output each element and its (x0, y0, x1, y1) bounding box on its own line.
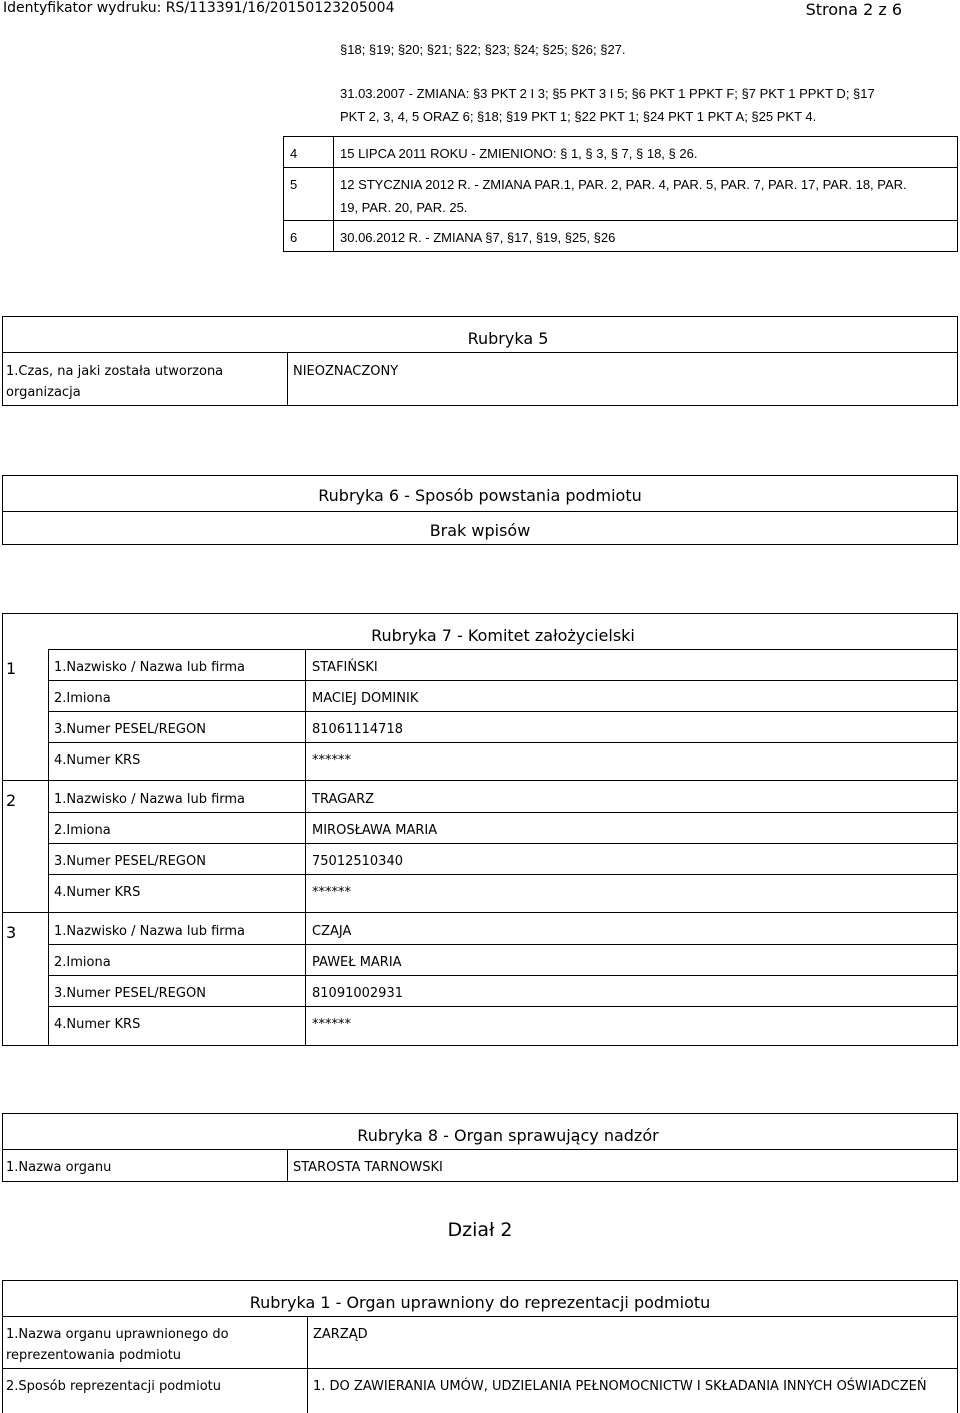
changes-table-top (283, 136, 958, 137)
change-row-text: 30.06.2012 R. - ZMIANA §7, §17, §19, §25, §26 (340, 230, 616, 245)
changes-table-col-sep (333, 136, 334, 252)
row-sep (48, 944, 958, 945)
change-entry-3-line2: PKT 2, 3, 4, 5 ORAZ 6; §18; §19 PKT 1; §22 PKT 1; §24 PKT 1 PKT A; §25 PKT 4. (340, 109, 817, 124)
rubryka7-title-sep (48, 649, 958, 650)
rubryka5-label-line2: organizacja (6, 385, 81, 400)
rubryka6-title-sep (2, 511, 958, 512)
row-sep (48, 975, 958, 976)
row-sep (48, 843, 958, 844)
page-number: Strona 2 z 6 (805, 0, 902, 19)
dzial2-heading: Dział 2 (447, 1219, 513, 1241)
rubryka8-frame (2, 1113, 958, 1182)
member-krs: ****** (312, 1017, 351, 1032)
row-sep (48, 680, 958, 681)
member-first-names: MIROSŁAWA MARIA (312, 823, 438, 838)
print-identifier: Identyfikator wydruku: RS/113391/16/20150123205004 (3, 0, 395, 16)
changes-table-row-sep (283, 167, 958, 168)
first-names-label: 2.Imiona (54, 691, 111, 706)
row-sep (48, 812, 958, 813)
rubryka7-title: Rubryka 7 - Komitet założycielski (371, 626, 635, 645)
member-number: 3 (6, 923, 17, 942)
rubryka1-label1-line1: 1.Nazwa organu uprawnionego do (6, 1327, 229, 1342)
member-number: 2 (6, 791, 17, 810)
rubryka5-label-line1: 1.Czas, na jaki została utworzona (6, 364, 224, 379)
name-label: 1.Nazwisko / Nazwa lub firma (54, 924, 246, 939)
changes-table-left (283, 136, 284, 252)
changes-continuation: §18; §19; §20; §21; §22; §23; §24; §25; §26; §27. (340, 42, 626, 57)
change-row-number: 4 (290, 146, 298, 161)
rubryka1-value1: ZARZĄD (313, 1327, 368, 1342)
member-sep (2, 780, 958, 781)
row-sep (48, 874, 958, 875)
name-label: 1.Nazwisko / Nazwa lub firma (54, 792, 246, 807)
rubryka5-title-sep (2, 352, 958, 353)
member-first-names: MACIEJ DOMINIK (312, 691, 419, 706)
changes-table-bottom (283, 251, 958, 252)
member-first-names: PAWEŁ MARIA (312, 955, 402, 970)
rubryka5-value: NIEOZNACZONY (293, 364, 399, 379)
rubryka7-number-col-sep (48, 649, 49, 1046)
member-name: CZAJA (312, 924, 352, 939)
rubryka1-label2: 2.Sposób reprezentacji podmiotu (6, 1379, 221, 1394)
change-row-text-line2: 19, PAR. 20, PAR. 25. (340, 200, 468, 215)
changes-table-right (957, 136, 958, 252)
rubryka1-title: Rubryka 1 - Organ uprawniony do reprezentacji podmiotu (249, 1293, 711, 1312)
rubryka8-label: 1.Nazwa organu (6, 1160, 112, 1175)
rubryka6-title: Rubryka 6 - Sposób powstania podmiotu (318, 486, 642, 505)
member-krs: ****** (312, 753, 351, 768)
change-row-text-line1: 12 STYCZNIA 2012 R. - ZMIANA PAR.1, PAR. 2, PAR. 4, PAR. 5, PAR. 7, PAR. 17, PAR. 18, PAR. (340, 177, 907, 192)
change-row-number: 6 (290, 230, 298, 245)
member-pesel: 75012510340 (312, 854, 403, 869)
member-number: 1 (6, 659, 17, 678)
first-names-label: 2.Imiona (54, 955, 111, 970)
member-name: STAFIŃSKI (312, 660, 378, 675)
first-names-label: 2.Imiona (54, 823, 111, 838)
name-label: 1.Nazwisko / Nazwa lub firma (54, 660, 246, 675)
krs-label: 4.Numer KRS (54, 753, 141, 768)
change-row-text: 15 LIPCA 2011 ROKU - ZMIENIONO: § 1, § 3, § 7, § 18, § 26. (340, 146, 698, 161)
krs-label: 4.Numer KRS (54, 885, 141, 900)
pesel-label: 3.Numer PESEL/REGON (54, 986, 206, 1001)
member-pesel: 81061114718 (312, 722, 403, 737)
rubryka1-title-sep (2, 1316, 958, 1317)
change-entry-3 (340, 82, 875, 128)
rubryka8-value: STAROSTA TARNOWSKI (293, 1160, 443, 1175)
rubryka8-title: Rubryka 8 - Organ sprawujący nadzór (357, 1126, 659, 1145)
rubryka8-title-sep (2, 1149, 958, 1150)
member-name: TRAGARZ (312, 792, 375, 807)
change-row-text (340, 173, 907, 219)
pesel-label: 3.Numer PESEL/REGON (54, 722, 206, 737)
rubryka6-value: Brak wpisów (429, 521, 531, 540)
rubryka1-row-sep (2, 1368, 958, 1369)
change-row-number: 5 (290, 177, 298, 192)
col-sep (305, 912, 306, 1046)
col-sep (305, 649, 306, 780)
row-sep (48, 1006, 958, 1007)
pesel-label: 3.Numer PESEL/REGON (54, 854, 206, 869)
rubryka8-col-sep (287, 1149, 288, 1182)
row-sep (48, 742, 958, 743)
rubryka5-label (6, 361, 223, 403)
member-krs: ****** (312, 885, 351, 900)
krs-label: 4.Numer KRS (54, 1017, 141, 1032)
rubryka1-label1 (6, 1324, 229, 1366)
member-sep (2, 912, 958, 913)
rubryka1-col-sep (307, 1316, 308, 1413)
col-sep (305, 780, 306, 912)
change-entry-3-line1: 31.03.2007 - ZMIANA: §3 PKT 2 I 3; §5 PKT 3 I 5; §6 PKT 1 PPKT F; §7 PKT 1 PPKT D; §17 (340, 86, 875, 101)
rubryka5-title: Rubryka 5 (467, 329, 549, 348)
changes-table-row-sep (283, 220, 958, 221)
rubryka1-value2: 1. DO ZAWIERANIA UMÓW, UDZIELANIA PEŁNOMOCNICTW I SKŁADANIA INNYCH OŚWIADCZEŃ (313, 1379, 927, 1394)
rubryka5-col-sep (287, 352, 288, 406)
member-pesel: 81091002931 (312, 986, 403, 1001)
row-sep (48, 711, 958, 712)
rubryka1-label1-line2: reprezentowania podmiotu (6, 1348, 182, 1363)
